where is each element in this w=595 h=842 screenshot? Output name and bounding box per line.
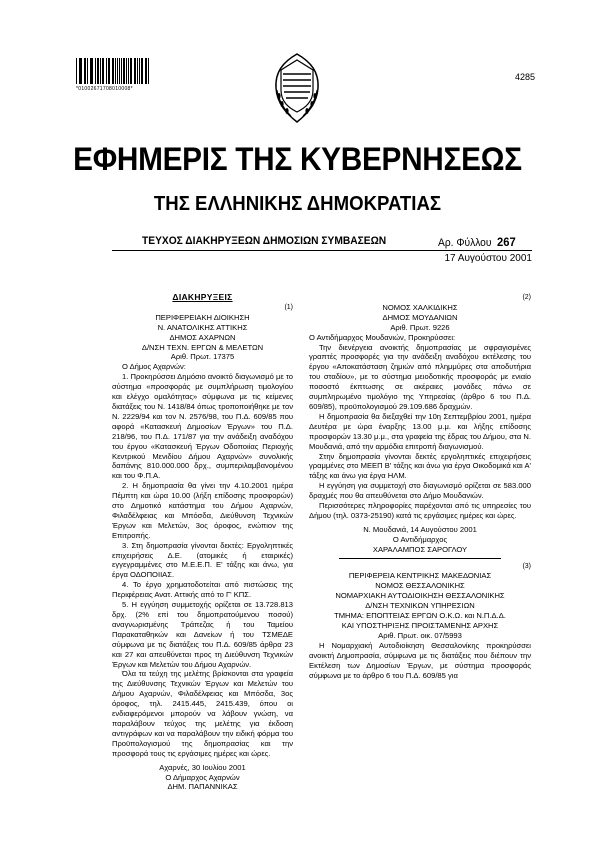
paragraph: Την διενέργεια ανοικτής δημοπρασίας με σφραγισμένες γραπτές προσφορές για την ανάδειξη αναδόχου εκτέλεσης του έργου «Αποκατάσταση ζημιών από πλημμύρες στα αποδυτήρια του σταδίου», με το σύστημα μειοδοτικής προσφοράς με ενιαίο ποσοστό έκπτωσης σε ακέραιες μονάδες πάνω σε συμπληρωμένο τιμολόγιο της Υπηρεσίας (άρθρο 6 του Π.Δ. 609/85), προϋπολογισμού 29.109.686 δραχμών. [309, 342, 531, 411]
notice-number-1: (1) [284, 303, 293, 311]
paragraph: Στην δημοπρασία γίνονται δεκτές εργοληπτικές επιχειρήσεις γραμμένες στο ΜΕΕΠ Β' τάξης και άνω για έργα Οικοδομικά και Α' τάξης και άνω για έργα ΗΛΜ. [309, 451, 531, 481]
authority-line: ΝΟΜΟΣ ΘΕΣΣΑΛΟΝΙΚΗΣ [375, 581, 465, 591]
paragraph: 4. Το έργο χρηματοδοτείται από πιστώσεις της Περιφέρειας Ανατ. Αττικής από το Γ' ΚΠΣ. [112, 580, 293, 600]
protocol-number: Αριθ. Πρωτ. 9226 [390, 322, 450, 332]
signature-line: ΔΗΜ. ΠΑΠΑΝΝΙΚΑΣ [167, 782, 238, 792]
header-rule [112, 250, 532, 251]
left-column [112, 293, 293, 792]
sheet-label: Αρ. Φύλλου [438, 237, 492, 249]
barcode [76, 58, 150, 84]
authority-line: ΝΟΜΑΡΧΙΑΚΗ ΑΥΤΟΔΙΟΙΚΗΣΗ ΘΕΣΣΑΛΟΝΙΚΗΣ [335, 591, 505, 601]
signature-line: Ο Αντιδήμαρχος [392, 534, 448, 544]
paragraph: Η εγγύηση για συμμετοχή στο διαγωνισμό ορίζεται σε 583.000 δραχμές που θα απευθύνεται στο Δήμο Μουδανιών. [309, 481, 531, 501]
main-title: ΕΦΗΜΕΡΙΣ ΤΗΣ ΚΥΒΕΡΝΗΣΕΩΣ [73, 141, 522, 177]
barcode-number: *01002671708010008* [76, 86, 133, 92]
signature-line: Ο Δήμαρχος Αχαρνών [165, 772, 240, 782]
notice-number-3: (3) [522, 562, 531, 570]
authority-line: ΠΕΡΙΦΕΡΕΙΑ ΚΕΝΤΡΙΚΗΣ ΜΑΚΕΔΟΝΙΑΣ [348, 571, 492, 581]
authority-line: Ν. ΑΝΑΤΟΛΙΚΗΣ ΑΤΤΙΚΗΣ [157, 322, 248, 332]
notice-intro: Ο Αντιδήμαρχος Μουδανιών, Προκηρύσσει: [309, 332, 456, 342]
paragraph: Περισσότερες πληροφορίες παρέχονται από τις υπηρεσίες του Δήμου (τηλ. 0373-25190) κατά τις εργάσιμες ημέρες και ώρες. [309, 501, 531, 520]
signature-line: ΧΑΡΑΛΑΜΠΟΣ ΣΑΡΟΓΛΟΥ [372, 544, 468, 554]
paragraph: 1. Προκηρύσσει Δημόσιο ανοικτό διαγωνισμό με το σύστημα «προσφοράς με συμπλήρωση τιμολογίου και ελέγχο ομαλότητας» σύμφωνα με τις κείμενες διατάξεις του Ν. 1418/84 όπως τροποποιήθηκε με τον Ν. 2229/94 και τον Ν. 2576/98, του Π.Δ. 609/85 που αφορά «Κατασκευή Δημοσίων Έργων» του Π.Δ. 218/96, του Π.Δ. 171/87 για την ανάδειξη αναδόχου του έργου «Κατασκευή Έργων Οδοποιίας Περιοχής Κεντρικού Μενιδίου Δήμου Αχαρνών» συνολικής δαπάνης 810.000.000 δρχ., συμπεριλαμβανομένου και του Φ.Π.Α. [112, 372, 293, 481]
authority-line: ΤΜΗΜΑ: ΕΠΟΠΤΕΙΑΣ ΕΡΓΩΝ Ο.Κ.Ω. και Ν.Π.Δ.Δ. [334, 611, 506, 621]
paragraph: 3. Στη δημοπρασία γίνονται δεκτές: Εργοληπτικές επιχειρήσεις Δ.Ε. (ατομικές ή εταιρικές) εγγεγραμμένες στο Μ.Ε.Ε.Π. Ε' τάξης και άνω, για έργα ΟΔΟΠΟΙΙΑΣ. [112, 540, 293, 580]
notice-number-2: (2) [522, 294, 531, 301]
series-title: ΤΕΥΧΟΣ ΔΙΑΚΗΡΥΞΕΩΝ ΔΗΜΟΣΙΩΝ ΣΥΜΒΑΣΕΩΝ [142, 235, 387, 247]
authority-line: ΠΕΡΙΦΕΡΕΙΑΚΗ ΔΙΟΙΚΗΣΗ [155, 312, 250, 322]
issue-date: 17 Αυγούστου 2001 [444, 253, 532, 264]
right-column [309, 293, 531, 680]
sheet-number: 267 [497, 235, 516, 249]
protocol-number: Αριθ. Πρωτ. 17375 [170, 352, 235, 362]
coat-of-arms-icon [273, 52, 321, 124]
sub-title: ΤΗΣ ΕΛΛΗΝΙΚΗΣ ΔΗΜΟΚΡΑΤΙΑΣ [153, 193, 442, 215]
authority-line: ΝΟΜΟΣ ΧΑΛΚΙΔΙΚΗΣ [382, 302, 458, 312]
notice-intro: Ο Δήμος Αχαρνών: [122, 362, 186, 372]
paragraph: Η Νομαρχιακή Αυτοδιοίκηση Θεσσαλονίκης προκηρύσσει ανοικτή Δημοπρασία, σύμφωνα με τις διατάξεις που διέπουν την Εκτέλεση των Δημοσίων Έργων, με σύστημα προσφοράς σύμφωνα με το άρθρο 6 του Π.Δ. 609/85 για [309, 640, 531, 680]
sheet-info [438, 235, 516, 249]
authority-line: Δ/ΝΣΗ ΤΕΧΝ. ΕΡΓΩΝ & ΜΕΛΕΤΩΝ [141, 342, 264, 352]
authority-line: ΚΑΙ ΥΠΟΣΤΗΡΙΞΗΣ ΠΡΟΙΣΤΑΜΕΝΗΣ ΑΡΧΗΣ [341, 621, 499, 630]
notice-separator [339, 558, 501, 559]
signature-line: Ν. Μουδανιά, 14 Αυγούστου 2001 [363, 524, 477, 534]
paragraph: Όλα τα τεύχη της μελέτης βρίσκονται στα γραφεία της Διεύθυνσης Τεχνικών Έργων και Μελετών του Δήμου Αχαρνών, Φιλαδέλφειας και Μπόσδα, 3ος όροφος, τηλ. 2415.445, 2415.439, όπου οι ενδιαφερόμενοι μπορούν να λάβουν γνώση, να παραλάβουν τεύχος της μελέτης για έκδοση αντιγράφων και να παραλάβουν την ειδική φόρμα του Προϋπολογισμού της δημοπρασίας και την προσφορά τους τις εργάσιμες ημέρες και ώρες. [112, 669, 293, 758]
page-number: 4285 [515, 72, 536, 82]
paragraph: 5. Η εγγύηση συμμετοχής ορίζεται σε 13.728.813 δρχ. (2% επί του δημοπρατούμενου ποσού) αναγνωρισμένης Τράπεζας ή του Ταμείου Παρακαταθηκών και Δανείων ή του ΤΣΜΕΔΕ σύμφωνα με τις διατάξεις του Π.Δ. 609/85 άρθρα 23 και 27 και απευθύνεται προς τη Διεύθυνση Τεχνικών Έργων και Μελετών του Δήμου Αχαρνών. [112, 600, 293, 669]
authority-line: ΔΗΜΟΣ ΑΧΑΡΝΩΝ [169, 332, 236, 342]
authority-line: ΔΗΜΟΣ ΜΟΥΔΑΝΙΩΝ [382, 312, 458, 322]
section-heading: ΔΙΑΚΗΡΥΞΕΙΣ [172, 292, 233, 302]
paragraph: Η δημοπρασία θα διεξαχθεί την 10η Σεπτεμβρίου 2001, ημέρα Δευτέρα με ώρα έναρξης 13.00 μ.μ. και λήξης επίδοσης προσφορών 13.30 μ.μ., στα γραφεία της έδρας του Δήμου, στα Ν. Μουδανιά, από την αρμόδια επιτροπή διαγωνισμού. [309, 411, 531, 451]
protocol-number: Αριθ. Πρωτ. οικ. 07/5993 [378, 630, 462, 640]
authority-line: Δ/ΝΣΗ ΤΕΧΝΙΚΩΝ ΥΠΗΡΕΣΙΩΝ [365, 601, 475, 611]
signature-line: Αχαρνές, 30 Ιουλίου 2001 [159, 762, 246, 772]
paragraph: 2. Η δημοπρασία θα γίνει την 4.10.2001 ημέρα Πέμπτη και ώρα 10.00 (λήξη επίδοσης προσφορών) στο Δημοτικό κατάστημα του Δήμου Αχαρνών, Φιλαδέλφειας και Μπόσδα, Διεύθυνση Τεχνικών Έργων και Μελετών, 3ος όροφος, ενώπιον της Επιτροπής. [112, 481, 293, 540]
